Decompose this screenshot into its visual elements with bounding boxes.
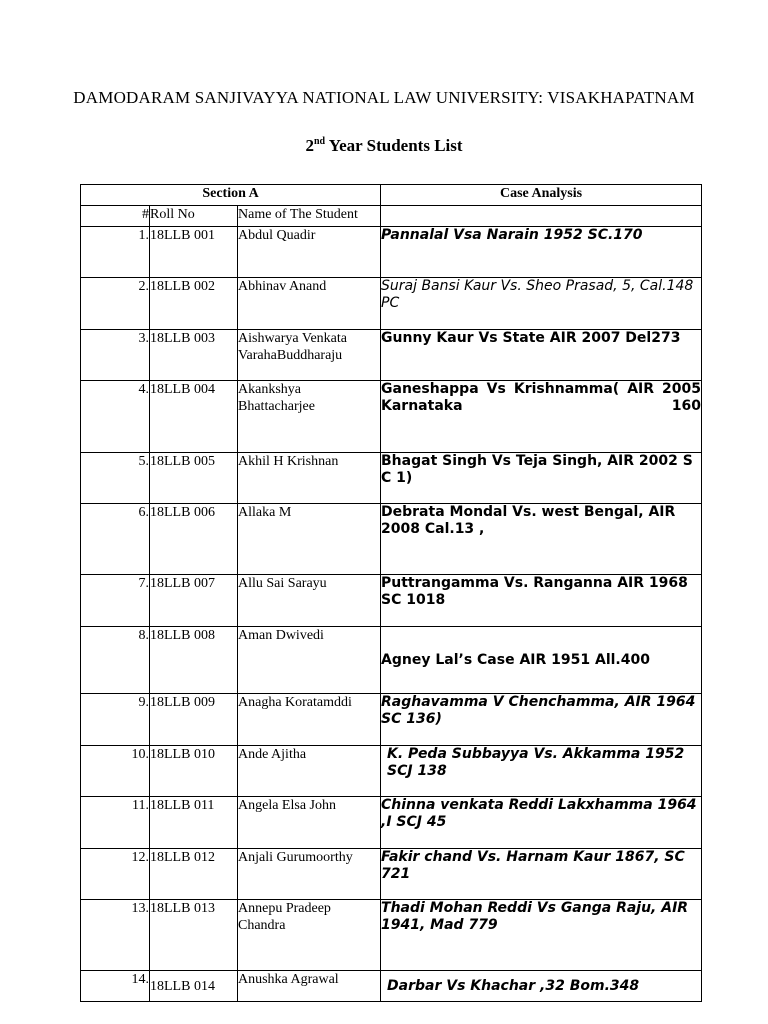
table-row [81, 330, 702, 381]
row-number: 7. [81, 575, 150, 627]
roll-no: 18LLB 011 [150, 797, 238, 849]
table-row [81, 504, 702, 575]
roll-no: 18LLB 006 [150, 504, 238, 575]
student-name: Anjali Gurumoorthy [238, 849, 381, 900]
roll-no: 18LLB 005 [150, 453, 238, 504]
case-analysis: Ganeshappa Vs Krishnamma( AIR 2005 Karnataka 160 [381, 381, 702, 453]
roll-no: 18LLB 010 [150, 746, 238, 797]
case-analysis: Darbar Vs Khachar ,32 Bom.348 [381, 971, 702, 1002]
case-analysis: Fakir chand Vs. Harnam Kaur 1867, SC 721 [381, 849, 702, 900]
case-analysis: Pannalal Vsa Narain 1952 SC.170 [381, 227, 702, 278]
student-name: Akhil H Krishnan [238, 453, 381, 504]
row-number: 1. [81, 227, 150, 278]
student-name: Aishwarya Venkata VarahaBuddharaju [238, 330, 381, 381]
student-name: Allu Sai Sarayu [238, 575, 381, 627]
table-row [81, 797, 702, 849]
case-analysis: Debrata Mondal Vs. west Bengal, AIR 2008 Cal.13 , [381, 504, 702, 575]
student-name: Ande Ajitha [238, 746, 381, 797]
row-number: 10. [81, 746, 150, 797]
row-number: 2. [81, 278, 150, 330]
row-number: 3. [81, 330, 150, 381]
row-number: 4. [81, 381, 150, 453]
student-name: Angela Elsa John [238, 797, 381, 849]
roll-no: 18LLB 012 [150, 849, 238, 900]
roll-no: 18LLB 013 [150, 900, 238, 971]
roll-no: 18LLB 003 [150, 330, 238, 381]
table-row [81, 278, 702, 330]
section-label: Section A [81, 185, 381, 206]
col-roll-header: Roll No [150, 206, 238, 227]
table-row [81, 453, 702, 504]
student-name: Aman Dwivedi [238, 627, 381, 694]
table-row [81, 746, 702, 797]
row-number: 12. [81, 849, 150, 900]
student-name: Abhinav Anand [238, 278, 381, 330]
list-title: 2nd Year Students List [305, 136, 463, 155]
row-number: 13. [81, 900, 150, 971]
table-row [81, 900, 702, 971]
student-name: Anagha Koratamddi [238, 694, 381, 746]
student-name: Akankshya Bhattacharjee [238, 381, 381, 453]
case-analysis: Raghavamma V Chenchamma, AIR 1964 SC 136) [381, 694, 702, 746]
case-analysis: Thadi Mohan Reddi Vs Ganga Raju, AIR 1941, Mad 779 [381, 900, 702, 971]
case-analysis: Agney Lal’s Case AIR 1951 All.400 [381, 627, 702, 694]
case-analysis: Suraj Bansi Kaur Vs. Sheo Prasad, 5, Cal.148 PC [381, 278, 702, 330]
table-row [81, 227, 702, 278]
table-row [81, 971, 702, 1002]
roll-no: 18LLB 004 [150, 381, 238, 453]
student-name: Anushka Agrawal [238, 971, 381, 1002]
roll-no: 18LLB 001 [150, 227, 238, 278]
table-row [81, 849, 702, 900]
table-row [81, 694, 702, 746]
roll-no: 18LLB 008 [150, 627, 238, 694]
column-header-row [81, 206, 702, 227]
section-header-row [81, 185, 702, 206]
row-number: 11. [81, 797, 150, 849]
university-title: DAMODARAM SANJIVAYYA NATIONAL LAW UNIVERSITY: VISAKHAPATNAM [73, 88, 695, 107]
row-number: 14. [81, 971, 150, 1002]
col-name-header: Name of The Student [238, 206, 381, 227]
row-number: 8. [81, 627, 150, 694]
row-number: 9. [81, 694, 150, 746]
roll-no: 18LLB 014 [150, 971, 238, 1002]
row-number: 5. [81, 453, 150, 504]
roll-no: 18LLB 002 [150, 278, 238, 330]
roll-no: 18LLB 009 [150, 694, 238, 746]
table-row [81, 381, 702, 453]
case-analysis: Puttrangamma Vs. Ranganna AIR 1968 SC 1018 [381, 575, 702, 627]
row-number: 6. [81, 504, 150, 575]
col-number-header: # [81, 206, 150, 227]
case-analysis: K. Peda Subbayya Vs. Akkamma 1952 SCJ 138 [381, 746, 702, 797]
case-analysis: Gunny Kaur Vs State AIR 2007 Del273 [381, 330, 702, 381]
case-analysis-label: Case Analysis [381, 185, 702, 206]
student-name: Annepu Pradeep Chandra [238, 900, 381, 971]
case-analysis: Chinna venkata Reddi Lakxhamma 1964 ,I SCJ 45 [381, 797, 702, 849]
col-case-header-blank [381, 206, 702, 227]
case-analysis: Bhagat Singh Vs Teja Singh, AIR 2002 S C 1) [381, 453, 702, 504]
table-row [81, 627, 702, 694]
student-name: Allaka M [238, 504, 381, 575]
table-row [81, 575, 702, 627]
roll-no: 18LLB 007 [150, 575, 238, 627]
students-table [80, 184, 702, 1002]
student-name: Abdul Quadir [238, 227, 381, 278]
